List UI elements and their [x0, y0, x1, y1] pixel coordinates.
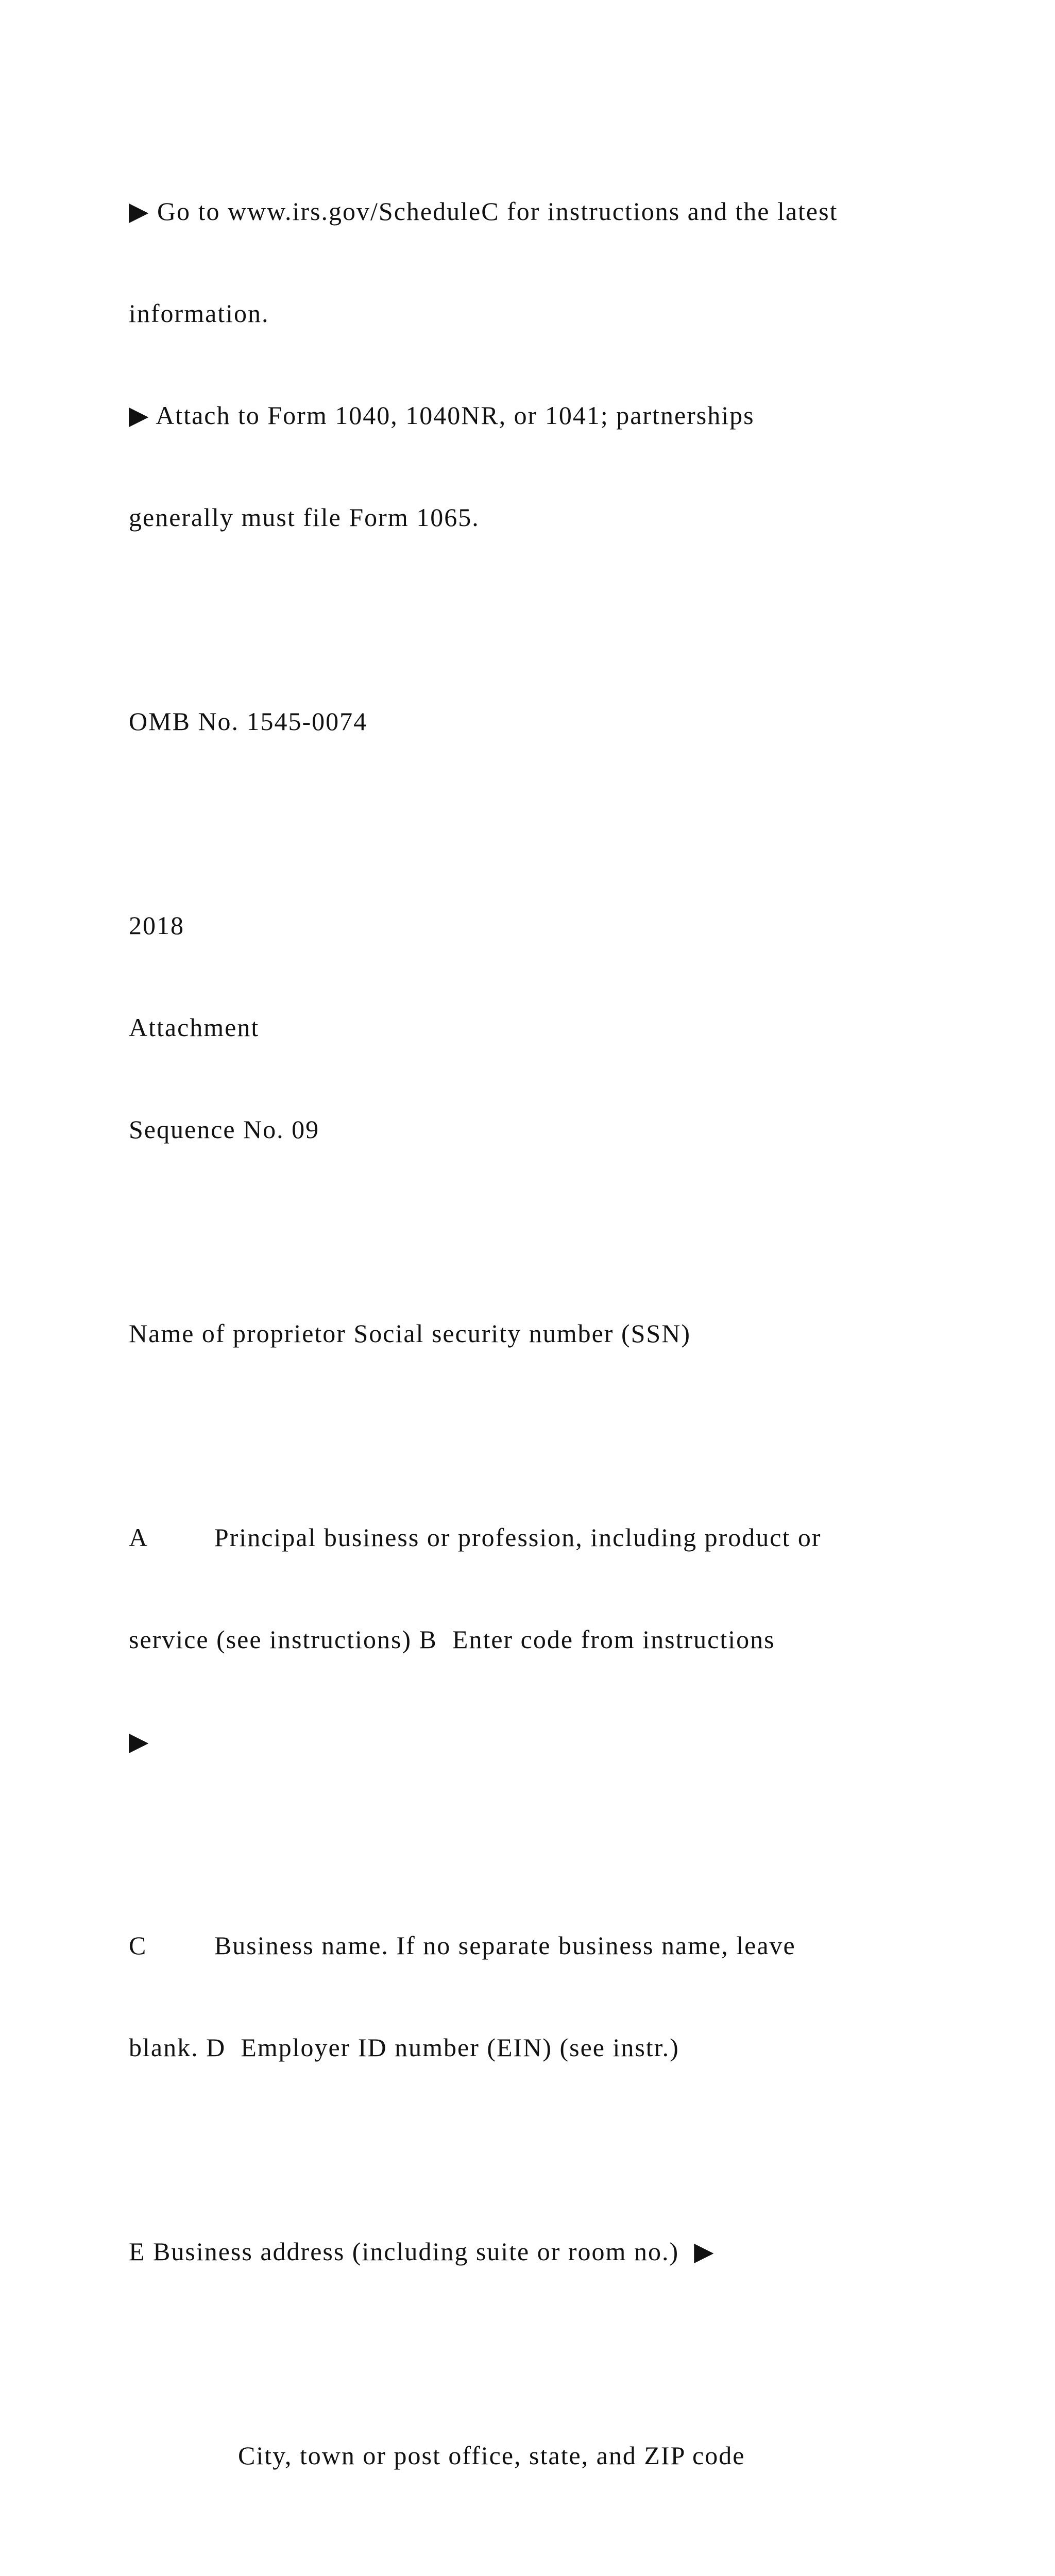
sequence-number: Sequence No. 09 [129, 1115, 320, 1144]
omb-number: OMB No. 1545-0074 [129, 707, 368, 736]
line-a-principal-business [129, 1452, 943, 1826]
line-a-text-2: service (see instructions) B Enter code from instructions [129, 1625, 775, 1654]
line-c-text-1: C Business name. If no separate business name, leave [129, 1931, 796, 1960]
header-line-3: ▶ Attach to Form 1040, 1040NR, or 1041; partnerships [129, 401, 755, 430]
line-f-accounting-method [129, 2574, 943, 2576]
header-line-1: ▶ Go to www.irs.gov/ScheduleC for instructions and the latest [129, 197, 838, 226]
city-state-zip: City, town or post office, state, and ZIP code [238, 2441, 745, 2470]
header-line-2: information. [129, 299, 269, 328]
document-page [129, 126, 943, 2576]
header-instructions [129, 126, 943, 602]
tax-year: 2018 [129, 911, 184, 940]
line-c-text-2: blank. D Employer ID number (EIN) (see instr.) [129, 2033, 679, 2062]
line-a-text-1: A Principal business or profession, including product or [129, 1523, 822, 1552]
line-a-arrow: ▶ [129, 1727, 150, 1756]
proprietor-field: Name of proprietor Social security number (SSN) [129, 1319, 691, 1348]
line-e-business-address: E Business address (including suite or room no.) ▶ [129, 2237, 715, 2266]
year-block [129, 840, 943, 1214]
header-line-4: generally must file Form 1065. [129, 503, 480, 532]
attachment-label: Attachment [129, 1013, 260, 1042]
line-c-business-name [129, 1860, 943, 2132]
